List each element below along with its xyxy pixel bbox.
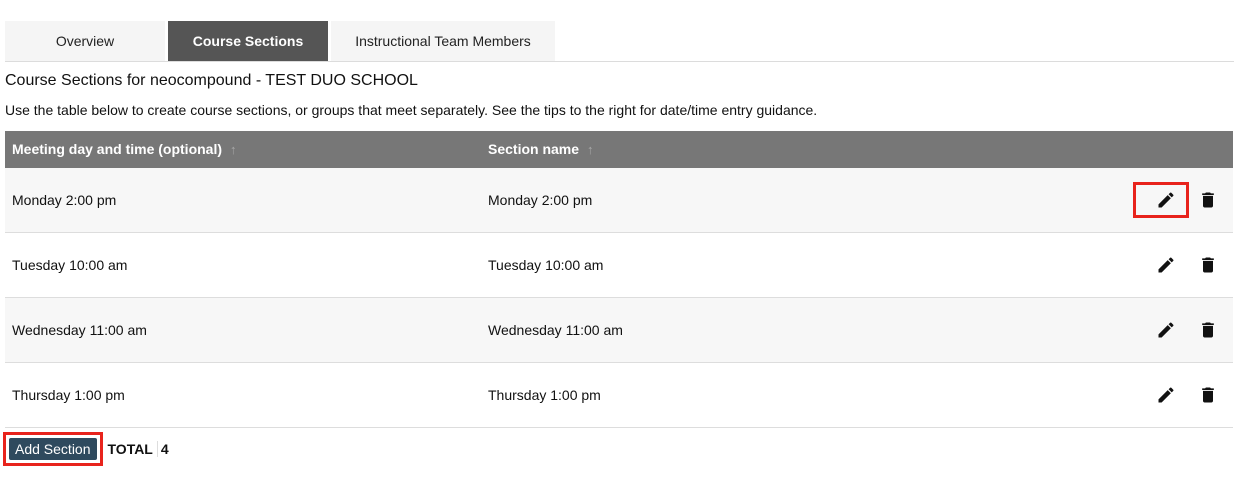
trash-icon: [1198, 384, 1218, 406]
total-label: TOTAL: [107, 441, 153, 457]
course-sections-table: [5, 131, 1233, 428]
meeting-time-cell: Monday 2:00 pm: [12, 192, 117, 208]
table-row: [5, 233, 1233, 298]
pencil-icon: [1156, 190, 1176, 210]
column-header-label: Section name: [488, 141, 580, 157]
pencil-icon: [1156, 320, 1176, 340]
meeting-time-cell: Wednesday 11:00 am: [12, 322, 147, 338]
delete-button[interactable]: [1196, 318, 1220, 342]
column-header-section-name[interactable]: [488, 131, 594, 168]
meeting-time-cell: Thursday 1:00 pm: [12, 387, 125, 403]
section-name-cell: Tuesday 10:00 am: [488, 257, 604, 273]
total-count: 4: [160, 441, 169, 457]
delete-button[interactable]: [1196, 188, 1220, 212]
section-name-cell: Monday 2:00 pm: [488, 192, 593, 208]
tab-course-sections[interactable]: Course Sections: [168, 21, 328, 61]
tab-instructional-team-members[interactable]: Instructional Team Members: [331, 21, 555, 61]
edit-button[interactable]: [1154, 318, 1178, 342]
pencil-icon: [1156, 255, 1176, 275]
page-description: Use the table below to create course sections, or groups that meet separately. See the tips to the right for date/time entry guidance.: [5, 102, 818, 118]
table-row: [5, 168, 1233, 233]
pencil-icon: [1156, 385, 1176, 405]
page-title: Course Sections for neocompound - TEST DUO SCHOOL: [5, 72, 418, 89]
tab-divider: [5, 61, 1234, 62]
column-header-label: Meeting day and time (optional): [12, 141, 223, 157]
meeting-time-cell: Tuesday 10:00 am: [12, 257, 128, 273]
trash-icon: [1198, 189, 1218, 211]
table-header: [5, 131, 1233, 168]
delete-button[interactable]: [1196, 383, 1220, 407]
tab-overview[interactable]: Overview: [5, 21, 165, 61]
add-section-highlight: [3, 432, 103, 466]
sort-arrow-icon[interactable]: ↑: [230, 142, 237, 157]
table-footer: [3, 432, 169, 466]
trash-icon: [1198, 254, 1218, 276]
edit-button[interactable]: [1154, 383, 1178, 407]
edit-button[interactable]: [1154, 188, 1178, 212]
delete-button[interactable]: [1196, 253, 1220, 277]
section-name-cell: Wednesday 11:00 am: [488, 322, 623, 338]
sort-arrow-icon[interactable]: ↑: [587, 142, 594, 157]
total-divider: [157, 441, 158, 457]
section-name-cell: Thursday 1:00 pm: [488, 387, 601, 403]
table-row: [5, 363, 1233, 428]
tab-bar: [5, 21, 558, 61]
add-section-button[interactable]: Add Section: [9, 438, 97, 460]
edit-button[interactable]: [1154, 253, 1178, 277]
column-header-meeting-time[interactable]: [12, 131, 237, 168]
table-row: [5, 298, 1233, 363]
trash-icon: [1198, 319, 1218, 341]
